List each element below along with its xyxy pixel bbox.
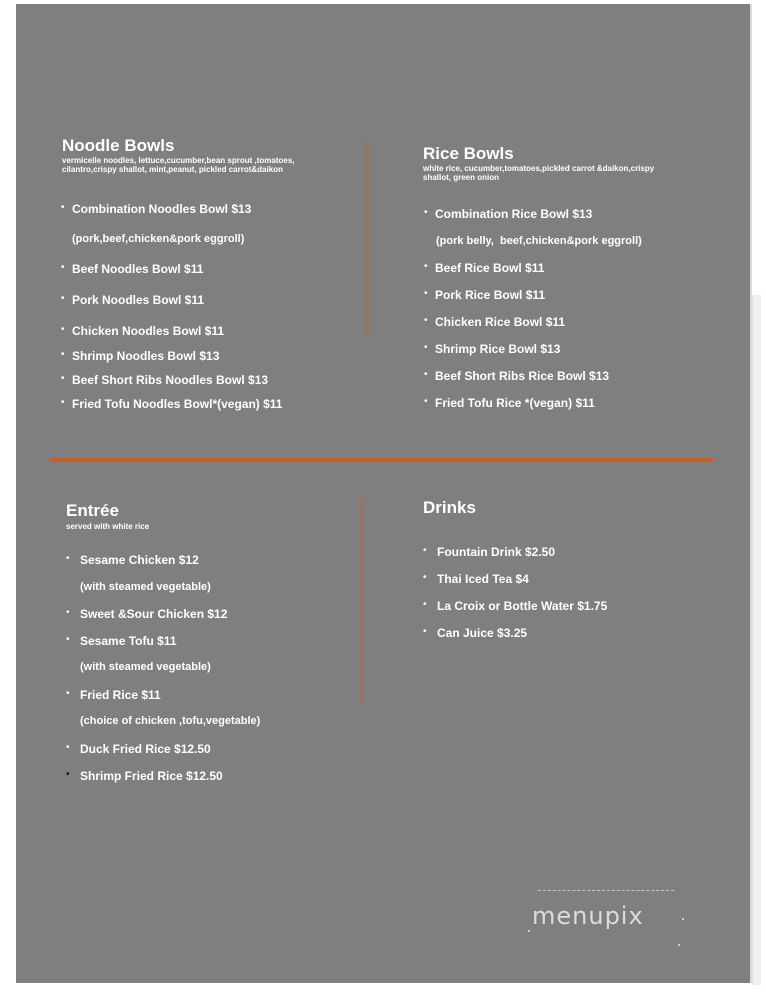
menu-item: Can Juice $3.25 [437,626,528,640]
item-note: (pork,beef,chicken&pork eggroll) [72,233,245,245]
rice-desc-line2: shallot, green onion [423,173,500,182]
rice-bowls-section [423,144,654,182]
bullet: • [66,742,70,753]
menu-item: Fried Tofu Rice *(vegan) $11 [435,396,595,410]
item-note: (choice of chicken ,tofu,vegetable) [80,715,261,727]
bullet: • [424,315,428,326]
bullet: • [61,373,65,384]
entree-title: Entrée [66,501,119,520]
menu-item: Pork Rice Bowl $11 [435,288,546,302]
menu-item: Shrimp Noodles Bowl $13 [72,349,220,363]
bullet: • [61,397,65,408]
menu-item: Combination Rice Bowl $13 [435,207,593,221]
menu-item: Fried Rice $11 [80,688,161,702]
menu-item: Sweet &Sour Chicken $12 [80,607,228,621]
item-note: (with steamed vegetable) [80,581,211,593]
bullet: • [61,202,65,213]
menu-item: Sesame Chicken $12 [80,553,199,567]
bullet: • [66,634,70,645]
menu-item: Sesame Tofu $11 [80,634,177,648]
menu-item: Fountain Drink $2.50 [437,545,556,559]
menupix-watermark [528,888,688,948]
menu-item: Fried Tofu Noodles Bowl*(vegan) $11 [72,397,283,411]
bullet: • [424,207,428,218]
bullet: • [61,324,65,335]
menu-item: Beef Noodles Bowl $11 [72,262,204,276]
menu-item: Shrimp Rice Bowl $13 [435,342,561,356]
noodle-bowls-description [62,156,295,174]
watermark-dot [682,918,684,920]
watermark-text: menupix [532,902,644,930]
menu-item: Combination Noodles Bowl $13 [72,202,252,216]
menu-item: Beef Short Ribs Rice Bowl $13 [435,369,610,383]
noodle-bowls-title: Noodle Bowls [62,136,175,155]
menu-item: Duck Fried Rice $12.50 [80,742,211,756]
menu-item: Chicken Rice Bowl $11 [435,315,566,329]
drinks-title: Drinks [423,498,476,517]
noodle-bowls-section [62,136,295,174]
bullet: • [424,288,428,299]
menu-item: Thai Iced Tea $4 [437,572,529,586]
noodle-desc-line2: cilantro,crispy shallot, mint,peanut, pickled carrot&daikon [62,165,283,174]
item-note: (pork belly, beef,chicken&pork eggroll) [436,235,642,247]
watermark-dash-line [538,890,674,891]
watermark-dot [678,944,680,946]
entree-section [66,501,149,531]
vertical-divider-top [366,138,369,338]
menu-item: Chicken Noodles Bowl $11 [72,324,225,338]
bullet: • [66,769,70,780]
menu-item: Beef Rice Bowl $11 [435,261,545,275]
horizontal-divider [50,458,714,462]
bullet: • [424,261,428,272]
page-edge [752,295,761,985]
bullet: • [423,599,427,610]
menu-item: La Croix or Bottle Water $1.75 [437,599,608,613]
bullet: • [423,572,427,583]
bullet: • [61,293,65,304]
bullet: • [66,688,70,699]
entree-description: served with white rice [66,522,150,531]
menu-item: Shrimp Fried Rice $12.50 [80,769,223,783]
bullet: • [423,626,427,637]
watermark-dot [528,930,530,932]
rice-bowls-description [423,164,654,182]
item-note: (with steamed vegetable) [80,661,211,673]
rice-bowls-title: Rice Bowls [423,144,514,163]
vertical-divider-bottom [360,500,363,702]
bullet: • [66,607,70,618]
bullet: • [66,553,70,564]
bullet: • [61,349,65,360]
bullet: • [61,262,65,273]
menu-item: Beef Short Ribs Noodles Bowl $13 [72,373,269,387]
menu-item: Pork Noodles Bowl $11 [72,293,205,307]
bullet: • [424,369,428,380]
noodle-desc-line1: vermicelle noodles, lettuce,cucumber,bean sprout ,tomatoes, [62,156,295,165]
bullet: • [423,545,427,556]
bullet: • [424,342,428,353]
rice-desc-line1: white rice, cucumber,tomatoes,pickled carrot &daikon,crispy [423,164,655,173]
bullet: • [424,396,428,407]
drinks-section [423,498,476,518]
